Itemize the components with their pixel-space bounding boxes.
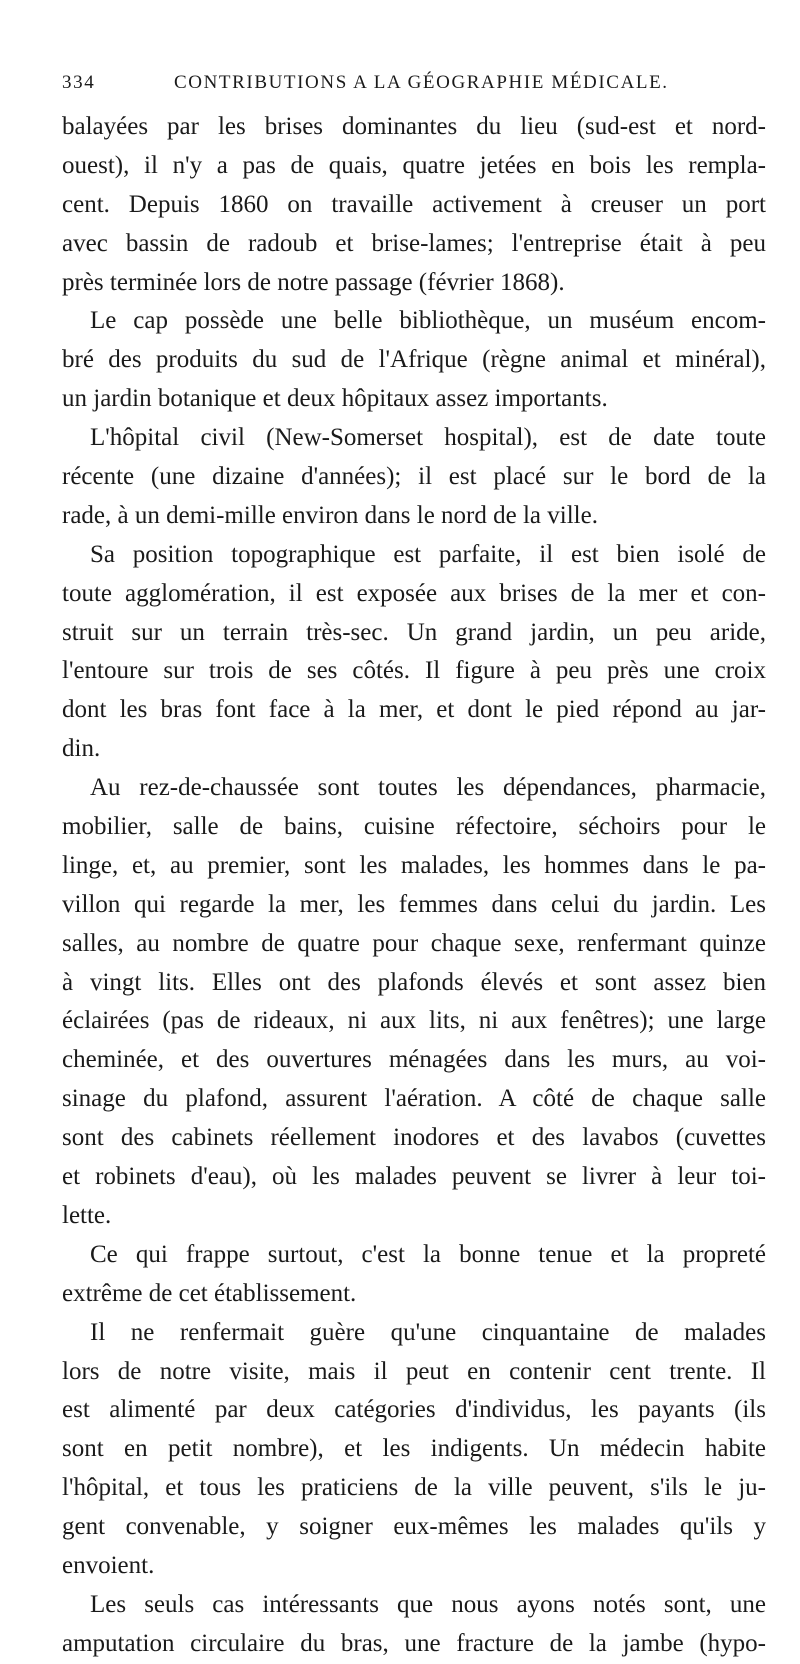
text-line: l'hôpital, et tous les praticiens de la ville peuvent, s'ils le ju- [62,1474,766,1502]
text-line: linge, et, au premier, sont les malades, les hommes dans le pa- [62,851,766,879]
text-line: struit sur un terrain très-sec. Un grand jardin, un peu aride, [62,618,766,646]
text-line: éclairées (pas de rideaux, ni aux lits, ni aux fenêtres); une large [62,1007,766,1035]
text-line: près terminée lors de notre passage (février 1868). [62,268,565,296]
text-line: avec bassin de radoub et brise-lames; l'entreprise était à peu [62,229,766,257]
text-line: salles, au nombre de quatre pour chaque sexe, renfermant quinze [62,929,766,957]
text-line: cent. Depuis 1860 on travaille activement à creuser un port [62,190,766,218]
text-line: toute agglomération, il est exposée aux brises de la mer et con- [62,579,766,607]
page-header [62,72,742,102]
text-line: Sa position topographique est parfaite, il est bien isolé de [90,540,766,568]
text-line: un jardin botanique et deux hôpitaux assez importants. [62,385,608,413]
text-line: récente (une dizaine d'années); il est placé sur le bord de la [62,463,766,491]
text-line: lette. [62,1201,112,1229]
text-line: lors de notre visite, mais il peut en contenir cent trente. Il [62,1357,766,1385]
text-line: sinage du plafond, assurent l'aération. A côté de chaque salle [62,1085,766,1113]
text-line: à vingt lits. Elles ont des plafonds élevés et sont assez bien [62,968,766,996]
running-head: CONTRIBUTIONS A LA GÉOGRAPHIE MÉDICALE. [174,72,669,93]
text-line: extrême de cet établissement. [62,1279,357,1307]
text-line: ouest), il n'y a pas de quais, quatre jetées en bois les rempla- [62,151,766,179]
text-line: l'entoure sur trois de ses côtés. Il figure à peu près une croix [62,657,766,685]
text-line: Le cap possède une belle bibliothèque, un muséum encom- [90,307,766,335]
text-line: Ce qui frappe surtout, c'est la bonne tenue et la propreté [90,1240,766,1268]
text-line: Les seuls cas intéressants que nous ayons notés sont, une [90,1590,766,1618]
text-line: L'hôpital civil (New-Somerset hospital), est de date toute [90,424,766,452]
text-line: sont en petit nombre), et les indigents. Un médecin habite [62,1435,766,1463]
text-line: cheminée, et des ouvertures ménagées dans les murs, au voi- [62,1046,766,1074]
body-text [62,108,766,1664]
text-line: gent convenable, y soigner eux-mêmes les malades qu'ils y [62,1513,766,1541]
text-line: est alimenté par deux catégories d'individus, les payants (ils [62,1396,766,1424]
text-line: sont des cabinets réellement inodores et des lavabos (cuvettes [62,1124,766,1152]
page-number: 334 [62,72,96,93]
text-line: bré des produits du sud de l'Afrique (règne animal et minéral), [62,346,766,374]
text-line: Il ne renfermait guère qu'une cinquantaine de malades [90,1318,766,1346]
text-line: mobilier, salle de bains, cuisine réfectoire, séchoirs pour le [62,813,766,841]
text-line: et robinets d'eau), où les malades peuvent se livrer à leur toi- [62,1163,766,1191]
text-line: balayées par les brises dominantes du lieu (sud-est et nord- [62,113,766,140]
text-line: envoient. [62,1551,155,1579]
text-line: rade, à un demi-mille environ dans le nord de la ville. [62,501,598,529]
text-line: villon qui regarde la mer, les femmes dans celui du jardin. Les [62,890,766,918]
text-line: amputation circulaire du bras, une fracture de la jambe (hypo- [62,1629,766,1657]
text-line: Au rez-de-chaussée sont toutes les dépendances, pharmacie, [90,774,766,802]
text-line: din. [62,735,101,763]
text-line: dont les bras font face à la mer, et dont le pied répond au jar- [62,696,766,724]
